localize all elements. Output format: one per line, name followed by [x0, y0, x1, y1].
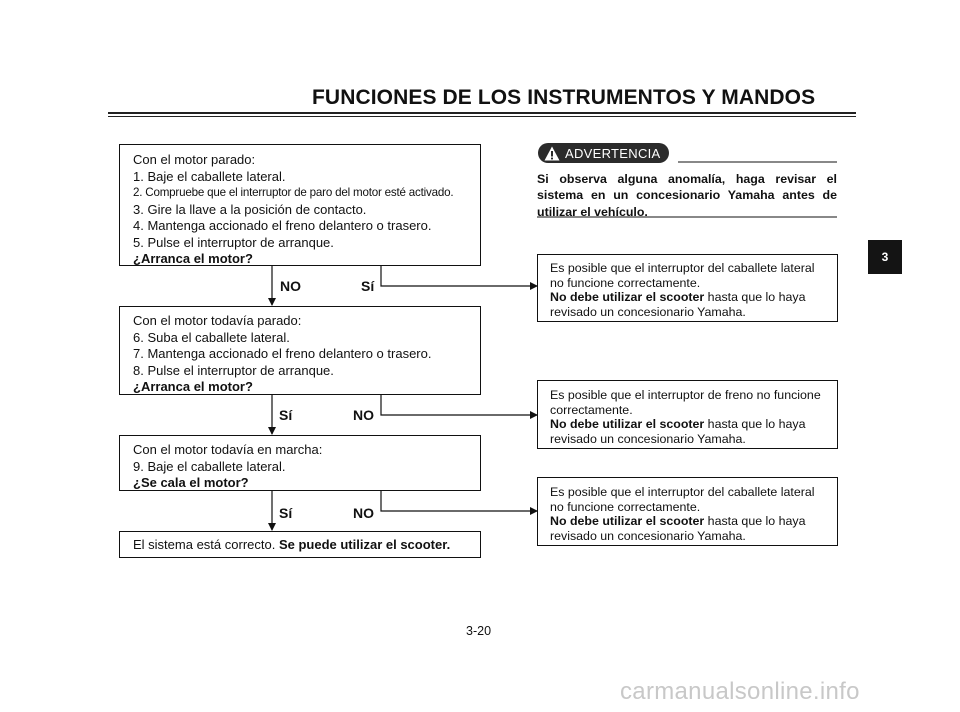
branch-label-si: Sí — [279, 505, 293, 521]
result-line: Es posible que el interruptor de freno no funcione — [550, 388, 821, 402]
step-line: 4. Mantenga accionado el freno delantero o trasero. — [133, 218, 432, 233]
step-question: ¿Arranca el motor? — [133, 379, 253, 394]
watermark: carmanualsonline.info — [620, 678, 860, 705]
step-intro: Con el motor todavía en marcha: — [133, 442, 323, 457]
final-bold: Se puede utilizar el scooter. — [278, 537, 451, 552]
step-line: 7. Mantenga accionado el freno delantero o trasero. — [133, 346, 432, 361]
warning-label: ADVERTENCIA — [565, 145, 661, 161]
step-line: 3. Gire la llave a la posición de contacto. — [133, 201, 367, 217]
step-line: 2. Compruebe que el interruptor de paro del motor esté activado. — [133, 186, 454, 199]
step-line: 8. Pulse el interruptor de arranque. — [133, 362, 334, 378]
step-line: 9. Baje el caballete lateral. — [133, 458, 286, 474]
branch-label-no: NO — [280, 278, 301, 294]
step-intro: Con el motor parado: — [133, 152, 256, 167]
step-box-4 — [119, 531, 481, 558]
step-line: 5. Pulse el interruptor de arranque. — [133, 234, 334, 250]
step-box-1 — [119, 144, 481, 266]
warning-text: Si observa alguna anomalía, haga revisar el sistema en un concesionario Yamaha antes de utilizar el vehículo. — [537, 172, 837, 219]
result-line: no funcione correctamente. — [550, 499, 701, 514]
warning-badge — [538, 143, 669, 163]
step-box-3 — [119, 435, 481, 491]
branch-label-no: NO — [353, 407, 374, 423]
branch-label-si: Sí — [361, 278, 375, 294]
step-intro: Con el motor todavía parado: — [133, 313, 302, 328]
result-bold: No debe utilizar el scooter — [550, 417, 705, 431]
result-box-2 — [537, 380, 838, 449]
arrow-side-1 — [381, 266, 537, 286]
result-line: revisado un concesionario Yamaha. — [550, 528, 746, 543]
result-line: revisado un concesionario Yamaha. — [550, 304, 746, 319]
result-bold: No debe utilizar el scooter — [550, 514, 705, 528]
result-bold: No debe utilizar el scooter — [550, 290, 705, 304]
final-text: El sistema está correcto. — [133, 537, 276, 552]
result-line: correctamente. — [550, 402, 633, 417]
warning-triangle-icon — [544, 146, 560, 161]
result-line: hasta que lo haya — [704, 290, 806, 304]
result-line: hasta que lo haya — [704, 514, 806, 528]
branch-label-no: NO — [353, 505, 374, 521]
step-line: 1. Baje el caballete lateral. — [133, 168, 286, 184]
result-line: Es posible que el interruptor del caballete lateral — [550, 485, 815, 499]
page-number: 3-20 — [466, 624, 492, 638]
result-box-3 — [537, 477, 838, 546]
page-title: FUNCIONES DE LOS INSTRUMENTOS Y MANDOS — [312, 86, 816, 109]
step-line: 6. Suba el caballete lateral. — [133, 329, 290, 345]
arrow-side-2 — [381, 395, 537, 415]
arrow-side-3 — [381, 491, 537, 511]
result-line: no funcione correctamente. — [550, 275, 701, 290]
chapter-tab: 3 — [868, 240, 902, 274]
branch-label-si: Sí — [279, 407, 293, 423]
result-line: hasta que lo haya — [704, 417, 806, 431]
result-line: Es posible que el interruptor del caballete lateral — [550, 261, 815, 275]
result-line: revisado un concesionario Yamaha. — [550, 431, 746, 446]
step-question: ¿Arranca el motor? — [133, 251, 253, 266]
step-question: ¿Se cala el motor? — [133, 475, 249, 490]
result-box-1 — [537, 254, 838, 322]
step-box-2 — [119, 306, 481, 395]
